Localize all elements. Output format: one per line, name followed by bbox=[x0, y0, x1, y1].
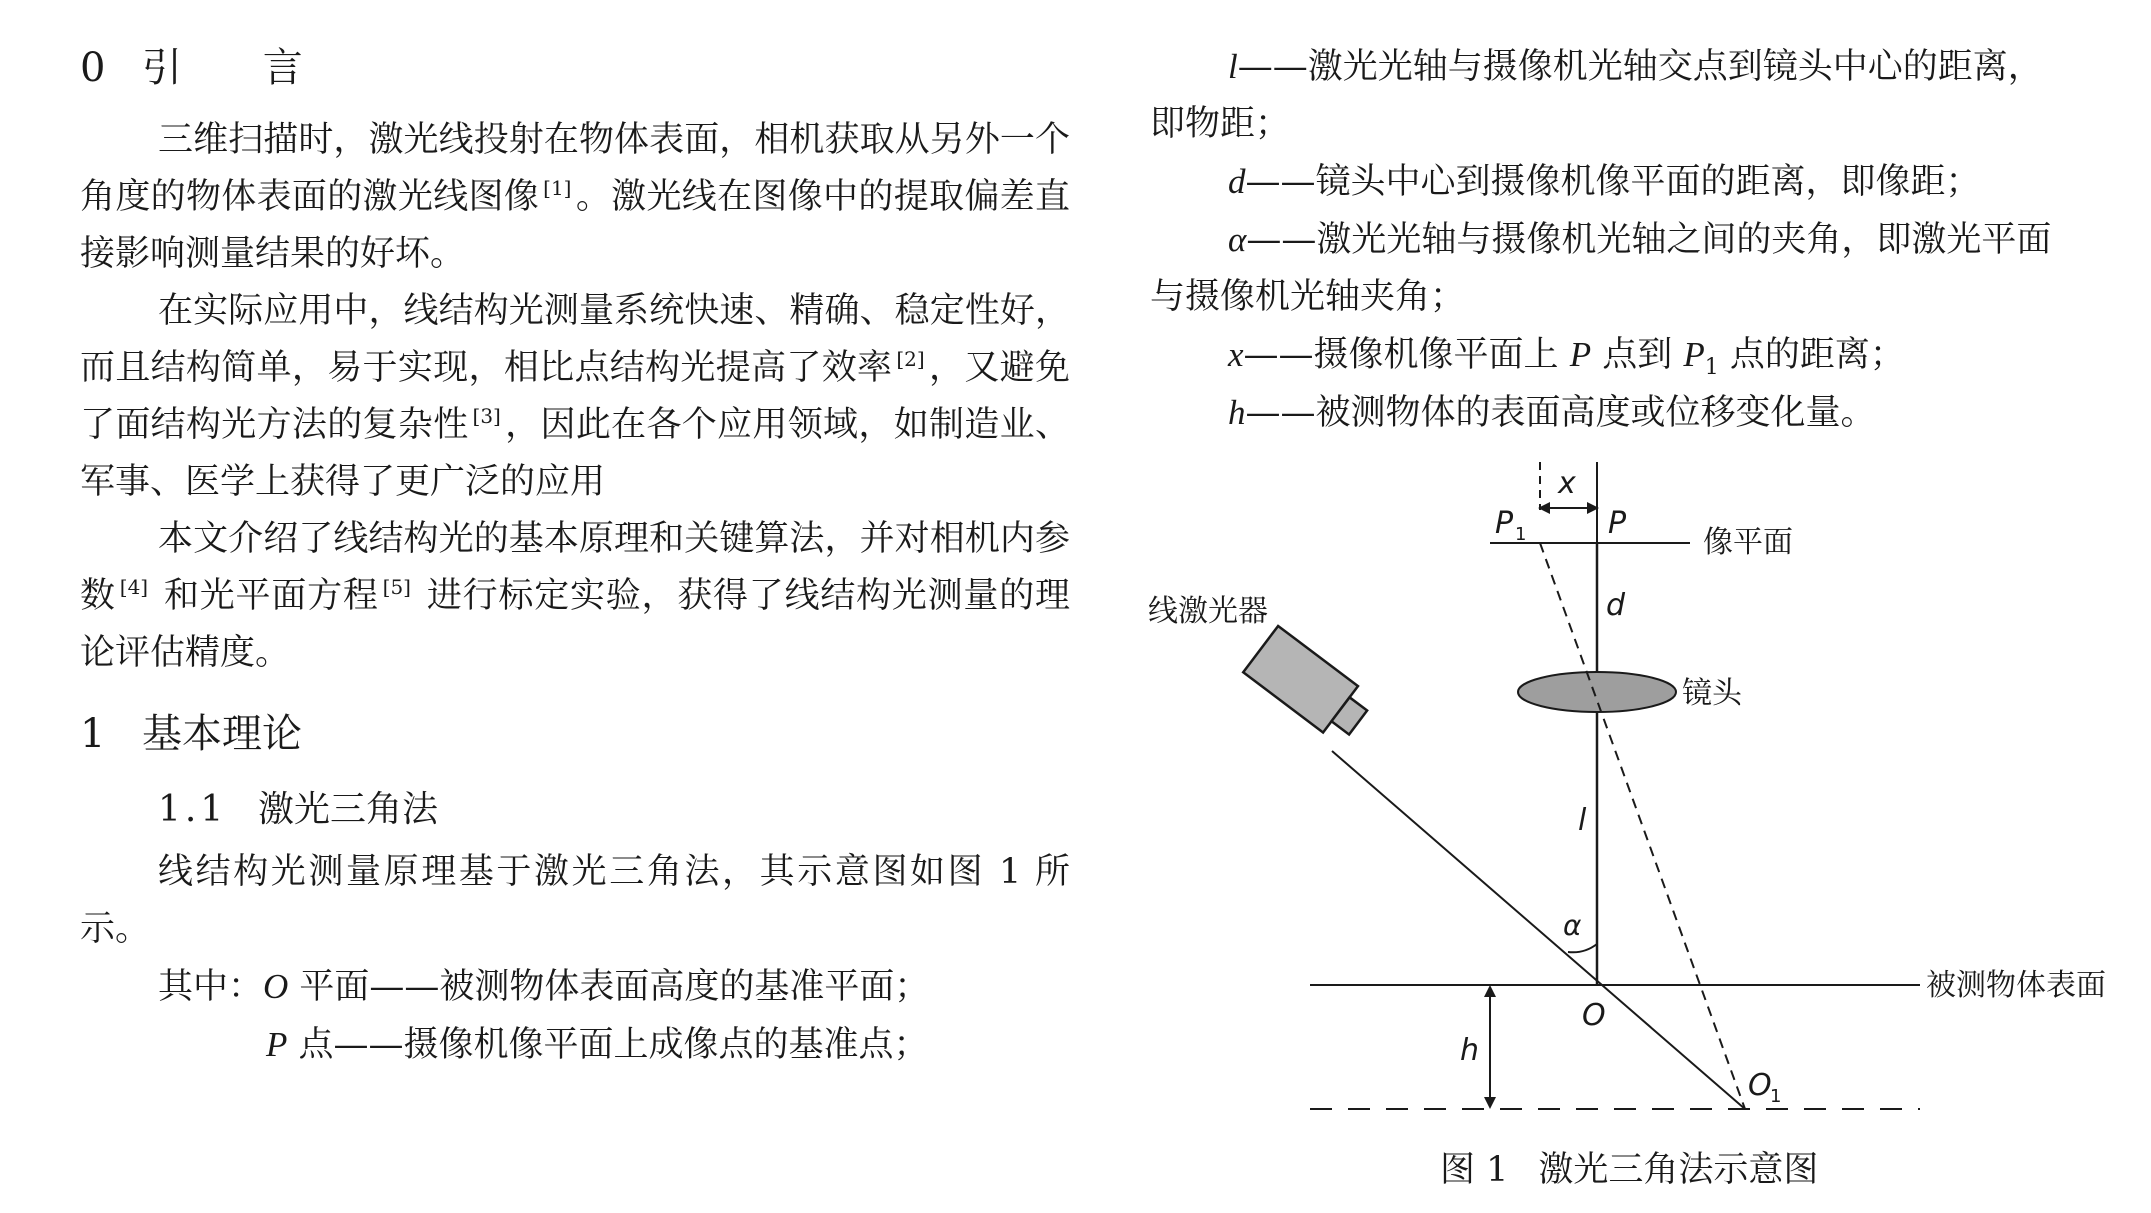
para3-text-a: 本文介绍了线结构光的基本原理和关键算法，并对相机内参数 bbox=[80, 519, 1070, 616]
figure-svg bbox=[1120, 450, 2151, 1150]
intro-paragraph-2 bbox=[80, 283, 1070, 511]
label-image-plane: 像平面 bbox=[1703, 525, 1793, 560]
citation-5: [5] bbox=[382, 575, 411, 600]
para2-text-b: ，又避免了面结构光方法的复杂性 bbox=[80, 348, 1070, 445]
figure-caption bbox=[1440, 1145, 1818, 1195]
label-P: P bbox=[1608, 506, 1627, 541]
para1-text-b: 。激光线在图像中的提取偏差直接影响测量结果的好坏。 bbox=[80, 177, 1070, 274]
symbol-d: d bbox=[1228, 162, 1246, 201]
symbol-P1-inline: P bbox=[1683, 335, 1705, 374]
label-O1-sub: 1 bbox=[1770, 1086, 1782, 1107]
citation-2: [2] bbox=[896, 347, 925, 372]
section-0-title: 引 言 bbox=[142, 45, 337, 91]
reflected-ray-dashed bbox=[1540, 543, 1745, 1109]
subsection-1-1-heading bbox=[158, 780, 1070, 840]
caption-title: 激光三角法示意图 bbox=[1538, 1150, 1819, 1190]
lens-ellipse bbox=[1518, 672, 1676, 712]
label-h: h bbox=[1460, 1033, 1480, 1068]
citation-3: [3] bbox=[472, 404, 501, 429]
where-label: 其中： bbox=[158, 967, 264, 1007]
label-O1: O bbox=[1748, 1068, 1772, 1103]
citation-1: [1] bbox=[543, 176, 572, 201]
definition-O bbox=[80, 958, 1070, 1016]
definition-l-cont: 即物距； bbox=[1150, 104, 1291, 144]
alpha-angle-arc bbox=[1568, 944, 1597, 952]
definition-h-text: ——被测物体的表面高度或位移变化量。 bbox=[1245, 393, 1876, 433]
label-l: l bbox=[1578, 803, 1587, 838]
symbol-P-inline: P bbox=[1569, 335, 1592, 374]
label-surface: 被测物体表面 bbox=[1926, 968, 2106, 1003]
symbol-O: O bbox=[263, 967, 289, 1006]
definition-alpha bbox=[1150, 211, 2140, 269]
para3-text-b: 和光平面方程 bbox=[152, 576, 379, 616]
definition-P bbox=[80, 1016, 1070, 1074]
definition-alpha-text: ——激光光轴与摄像机光轴之间的夹角，即激光平面 bbox=[1246, 220, 2052, 260]
label-P1: P bbox=[1495, 506, 1514, 541]
label-P1-sub: 1 bbox=[1515, 524, 1527, 545]
symbol-P1-subscript: 1 bbox=[1704, 355, 1719, 380]
label-laser: 线激光器 bbox=[1148, 594, 1268, 629]
para3-text-c: 进行标定实验，获得了线结构光测量的理论评估精度。 bbox=[80, 576, 1070, 673]
laser-beam bbox=[1332, 751, 1745, 1109]
section-1-number: 1 bbox=[80, 711, 106, 757]
section-0-number: 0 bbox=[80, 45, 106, 91]
symbol-P: P bbox=[266, 1025, 288, 1064]
caption-number: 图 1 bbox=[1440, 1150, 1509, 1190]
para2-text-a: 在实际应用中，线结构光测量系统快速、精确、稳定性好，而且结构简单，易于实现，相比点结构光提高了效率 bbox=[80, 291, 1070, 388]
symbol-h: h bbox=[1228, 393, 1246, 432]
subsection-title: 激光三角法 bbox=[258, 789, 439, 830]
definition-d-text: ——镜头中心到摄像机像平面的距离，即像距； bbox=[1245, 162, 1981, 202]
subsection-number: 1.1 bbox=[158, 789, 228, 830]
definition-x bbox=[1150, 326, 2140, 384]
definition-d bbox=[1150, 153, 2140, 211]
definition-l-text: ——激光光轴与摄像机光轴交点到镜头中心的距离， bbox=[1237, 47, 2043, 87]
right-column bbox=[1150, 38, 2140, 442]
section-0-heading bbox=[80, 38, 1070, 98]
para1-text-a: 三维扫描时，激光线投射在物体表面，相机获取从另外一个角度的物体表面的激光线图像 bbox=[80, 120, 1070, 217]
citation-4: [4] bbox=[119, 575, 149, 600]
intro-paragraph-3 bbox=[80, 511, 1070, 682]
section-1-heading bbox=[80, 704, 1070, 764]
section-1-title: 基本理论 bbox=[142, 711, 302, 757]
label-d: d bbox=[1606, 588, 1626, 623]
laser-triangulation-figure bbox=[1120, 450, 2151, 1213]
definition-x-text-a: ——摄像机像平面上 bbox=[1243, 335, 1570, 375]
intro-paragraph-1 bbox=[80, 112, 1070, 283]
method-intro-paragraph: 线结构光测量原理基于激光三角法，其示意图如图 1 所示。 bbox=[80, 852, 1070, 949]
definition-x-text-c: 点的距离； bbox=[1718, 335, 1905, 375]
label-lens: 镜头 bbox=[1682, 676, 1742, 711]
definition-l bbox=[1150, 38, 2140, 96]
left-column bbox=[80, 38, 1070, 1074]
definition-O-text: 平面——被测物体表面高度的基准平面； bbox=[288, 967, 930, 1007]
laser-device bbox=[1243, 626, 1375, 746]
symbol-x: x bbox=[1228, 335, 1244, 374]
symbol-l: l bbox=[1228, 47, 1238, 86]
para2-text-c: ，因此在各个应用领域，如制造业、军事、医学上获得了更广泛的应用 bbox=[80, 405, 1070, 502]
label-x: x bbox=[1558, 466, 1576, 501]
definition-x-text-b: 点到 bbox=[1591, 335, 1684, 375]
label-O: O bbox=[1582, 998, 1606, 1033]
label-alpha: α bbox=[1563, 909, 1582, 942]
definition-P-text: 点——摄像机像平面上成像点的基准点； bbox=[287, 1025, 929, 1065]
definition-alpha-cont: 与摄像机光轴夹角； bbox=[1150, 277, 1466, 317]
definition-h bbox=[1150, 384, 2140, 442]
symbol-alpha: α bbox=[1228, 220, 1247, 259]
